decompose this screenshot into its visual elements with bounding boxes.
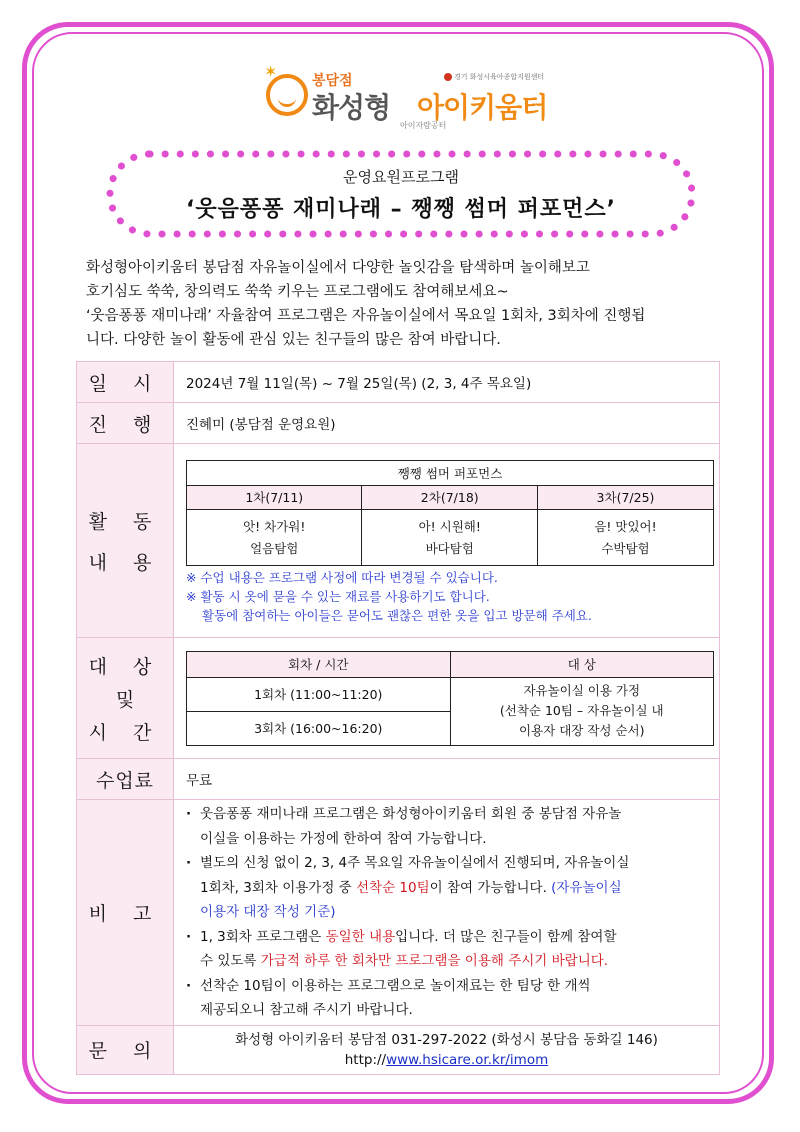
remark-text: 1, 3회차 프로그램은 [200, 928, 326, 945]
remark-line: 이실을 이용하는 가정에 한하여 참여 가능합니다. [200, 830, 487, 847]
remark-line [200, 876, 709, 901]
contact-info: 화성형 아이키움터 봉담점 031-297-2022 (화성시 봉담읍 동화길 146) [235, 1031, 658, 1048]
remark-highlight-red: 선착순 10팀 [356, 879, 430, 896]
session-cell [537, 509, 713, 565]
activity-label-line1: 활 동 [88, 510, 162, 533]
page-title: ‘웃음퐁퐁 재미나래 – 쨍쨍 썸머 퍼포먼스’ [185, 197, 617, 222]
target-label [77, 638, 174, 759]
target-line1: 자유놀이실 이용 가정 [523, 683, 641, 698]
row-target [77, 638, 720, 759]
row-contact [77, 1025, 720, 1074]
logo [262, 64, 552, 136]
target-content [174, 638, 720, 759]
logo-subtitle: 아이자람공터 [400, 121, 447, 130]
remark-line [200, 925, 709, 950]
target-label-line2: 및 [115, 688, 135, 711]
url-prefix: http:// [344, 1051, 387, 1068]
fee-label: 수업료 [77, 759, 174, 800]
target-col1-head: 회차 / 시간 [187, 651, 451, 677]
target-table [186, 651, 714, 746]
remark-item [180, 802, 709, 851]
session-cell [362, 509, 537, 565]
row-remarks [77, 800, 720, 1026]
session3-time: 3회차 (16:00~16:20) [187, 711, 451, 745]
center-logo [444, 72, 544, 82]
center-name: 경기 화성시육아종합지원센터 [454, 73, 545, 81]
remark-line: · 선착순 10팀이 이용하는 프로그램으로 놀이재료는 한 팀당 한 개씩 [200, 977, 591, 994]
target-label-line1: 대 상 [88, 655, 162, 678]
logo-branch: 봉담점 [312, 73, 353, 89]
remarks-label: 비 고 [77, 800, 174, 1026]
fee-value: 무료 [174, 759, 720, 800]
remark-item [180, 925, 709, 974]
session-line2: 바다탐험 [425, 541, 474, 556]
activity-label [77, 444, 174, 638]
remark-line: · 별도의 신청 없이 2, 3, 4주 목요일 자유놀이실에서 진행되며, 자유놀이실 [200, 855, 630, 871]
session1-time: 1회차 (11:00~11:20) [187, 677, 451, 711]
session-head: 1차(7/11) [187, 485, 362, 509]
intro-line: 호기심도 쑥쑥, 창의력도 쑥쑥 키우는 프로그램에도 참여해보세요~ [86, 284, 509, 300]
center-logo-icon [444, 73, 452, 81]
row-fee [77, 759, 720, 800]
session-line1: 음! 맛있어! [594, 519, 657, 534]
target-label-line3: 시 간 [88, 721, 162, 744]
remark-text: 입니다. 더 많은 친구들이 함께 참여할 [395, 928, 617, 945]
row-date [77, 362, 720, 403]
session-head: 2차(7/18) [362, 485, 537, 509]
remark-line: 제공되오니 참고해 주시기 바랍니다. [200, 1002, 413, 1018]
remark-highlight-blue: (자유놀이실 [551, 879, 622, 896]
session-cell [187, 509, 362, 565]
contact-url-line [174, 1050, 719, 1070]
intro-line: ‘웃음퐁퐁 재미나래’ 자율참여 프로그램은 자유놀이실에서 목요일 1회차, 3회차에 진행됩 [86, 308, 646, 324]
remarks-content [174, 800, 720, 1026]
title-box [104, 148, 698, 240]
remark-line [200, 949, 709, 974]
target-line2: (선착순 10팀 – 자유놀이실 내 [499, 703, 664, 718]
session-head: 3차(7/25) [537, 485, 713, 509]
host-value: 진혜미 (봉담점 운영요원) [174, 403, 720, 444]
smile-face-icon [266, 74, 308, 116]
row-activity [77, 444, 720, 638]
session-line1: 아! 시원해! [418, 519, 481, 534]
activity-table-title: 쨍쨍 썸머 퍼포먼스 [187, 460, 714, 485]
activity-note: ※ 활동 시 옷에 묻을 수 있는 재료를 사용하기도 합니다. [186, 588, 490, 604]
remark-item [180, 974, 709, 1023]
remarks-list [180, 802, 709, 1023]
activity-table [186, 460, 714, 566]
target-line3: 이용자 대장 작성 순서) [519, 723, 645, 738]
logo-name-part2: 아이키움터 [417, 91, 548, 124]
remark-line: · 웃음퐁퐁 재미나래 프로그램은 화성형아이키움터 회원 중 봉담점 자유놀 [200, 806, 622, 822]
target-description [450, 677, 714, 745]
activity-content [174, 444, 720, 638]
session-line2: 얼음탐험 [250, 541, 299, 556]
session-line1: 앗! 차가워! [243, 519, 306, 534]
info-table [76, 361, 720, 1075]
date-label: 일 시 [77, 362, 174, 403]
remark-highlight-red: 가급적 하루 한 회차만 프로그램을 이용해 주시기 바랍니다. [260, 953, 609, 969]
host-label: 진 행 [77, 403, 174, 444]
activity-notes [186, 568, 714, 625]
target-col2-head: 대 상 [450, 651, 714, 677]
remark-highlight-red: 동일한 내용 [325, 928, 396, 945]
intro-line: 니다. 다양한 놀이 활동에 관심 있는 친구들의 많은 참여 바랍니다. [86, 332, 501, 348]
session-line2: 수박탐험 [601, 541, 650, 556]
activity-label-line2: 내 용 [88, 551, 162, 574]
program-type: 운영요원프로그램 [343, 168, 459, 186]
website-link[interactable]: www.hsicare.or.kr/imom [386, 1051, 549, 1068]
row-host [77, 403, 720, 444]
date-value: 2024년 7월 11일(목) ~ 7월 25일(목) (2, 3, 4주 목요일) [174, 362, 720, 403]
activity-note: ※ 수업 내용은 프로그램 사정에 따라 변경될 수 있습니다. [186, 569, 498, 585]
remark-text: 이 참여 가능합니다. [429, 879, 552, 896]
star-icon: ✶ [264, 62, 278, 81]
remark-text: 1회차, 3회차 이용가정 중 [200, 879, 357, 896]
remark-line: 이용자 대장 작성 기준) [200, 904, 336, 920]
contact-content [174, 1025, 720, 1074]
contact-label: 문 의 [77, 1025, 174, 1074]
intro-text [86, 256, 726, 352]
activity-note: 활동에 참여하는 아이들은 묻어도 괜찮은 편한 옷을 입고 방문해 주세요. [202, 607, 592, 623]
remark-text: 수 있도록 [200, 953, 261, 969]
intro-line: 화성형아이키움터 봉담점 자유놀이실에서 다양한 놀잇감을 탐색하며 놀이해보고 [86, 260, 590, 276]
logo-name-part1: 화성형 [312, 91, 391, 124]
remark-item [180, 851, 709, 925]
